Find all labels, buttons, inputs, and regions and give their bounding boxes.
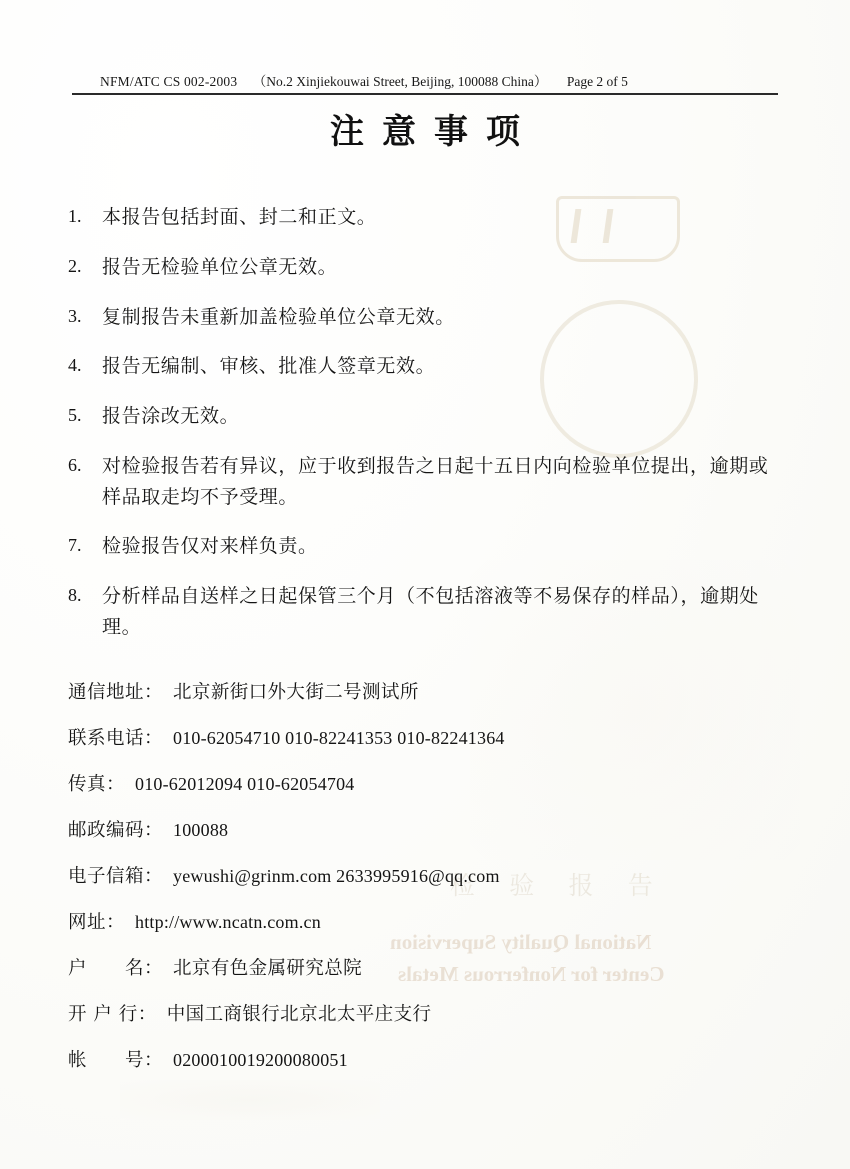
note-number: 7. [68,535,82,556]
contact-label: 户 名： [68,958,164,979]
note-number: 6. [68,454,82,475]
header-address: （No.2 Xinjiekouwai Street, Beijing, 100088 China） [252,74,548,89]
note-text: 报告无检验单位公章无效。 [102,255,338,278]
document-code: NFM/ATC CS 002-2003 [100,74,238,89]
contact-value: 中国工商银行北京北太平庄支行 [166,1004,432,1025]
notes-list [68,202,784,662]
contact-row-phone [68,724,784,750]
contact-value: yewushi@grinm.com 2633995916@qq.com [173,866,500,886]
note-text: 对检验报告若有异议，应于收到报告之日起十五日内向检验单位提出，逾期或样品取走均不予受理。 [102,454,769,508]
contact-row-account-name [68,954,784,980]
contact-label: 帐 号： [68,1050,164,1071]
note-item [68,302,784,333]
note-item [68,351,784,382]
bleed-through-text-b: National Quality Supervision [390,930,652,954]
note-item [68,581,784,643]
note-number: 3. [68,305,82,326]
note-item [68,531,784,562]
note-number: 2. [68,255,82,276]
contact-row-account-number [68,1046,784,1072]
contact-row-bank [68,1000,784,1026]
note-number: 1. [68,206,82,226]
bleed-through-text-a: 检 验 报 告 [450,873,667,900]
contact-value: http://www.ncatn.com.cn [135,912,321,932]
contact-label: 开 户 行： [68,1004,157,1025]
note-text: 报告涂改无效。 [102,405,240,428]
contact-label: 网址： [68,912,126,933]
contact-value: 0200010019200080051 [173,1050,348,1070]
contact-row-email [68,862,784,888]
note-text: 分析样品自送样之日起保管三个月（不包括溶液等不易保存的样品），逾期处理。 [102,585,759,638]
page-number: Page 2 of 5 [566,74,628,89]
note-text: 本报告包括封面、封二和正文。 [102,206,377,228]
note-item [68,252,784,283]
contact-row-fax [68,770,784,796]
page-title: 注意事项 [330,112,538,152]
contact-row-postcode [68,816,784,842]
note-number: 4. [68,355,82,376]
contact-label: 联系电话： [68,728,164,749]
contact-value: 北京新街口外大街二号测试所 [173,682,419,703]
note-text: 检验报告仅对来样负责。 [102,535,318,558]
note-item [68,451,784,513]
contact-value: 010-62012094 010-62054704 [135,774,355,794]
note-text: 报告无编制、审核、批准人签章无效。 [102,355,436,378]
note-number: 5. [68,405,82,426]
note-text: 复制报告未重新加盖检验单位公章无效。 [102,305,455,328]
contact-row-website [68,908,784,934]
contact-info-block [68,678,784,1092]
header-divider [72,93,778,95]
contact-value: 100088 [173,820,229,840]
note-item [68,202,784,233]
contact-label: 通信地址： [68,682,164,703]
bleed-through-text-c: Center for Nonferrous Metals [398,962,665,986]
contact-label: 邮政编码： [68,820,164,841]
note-item [68,401,784,432]
note-number: 8. [68,585,82,606]
contact-value: 010-62054710 010-82241353 010-82241364 [173,728,505,748]
contact-label: 传真： [68,774,126,795]
page-header [72,70,778,95]
contact-row-address [68,678,784,704]
header-line [72,70,778,90]
contact-label: 电子信箱： [68,866,164,887]
contact-value: 北京有色金属研究总院 [173,958,363,979]
